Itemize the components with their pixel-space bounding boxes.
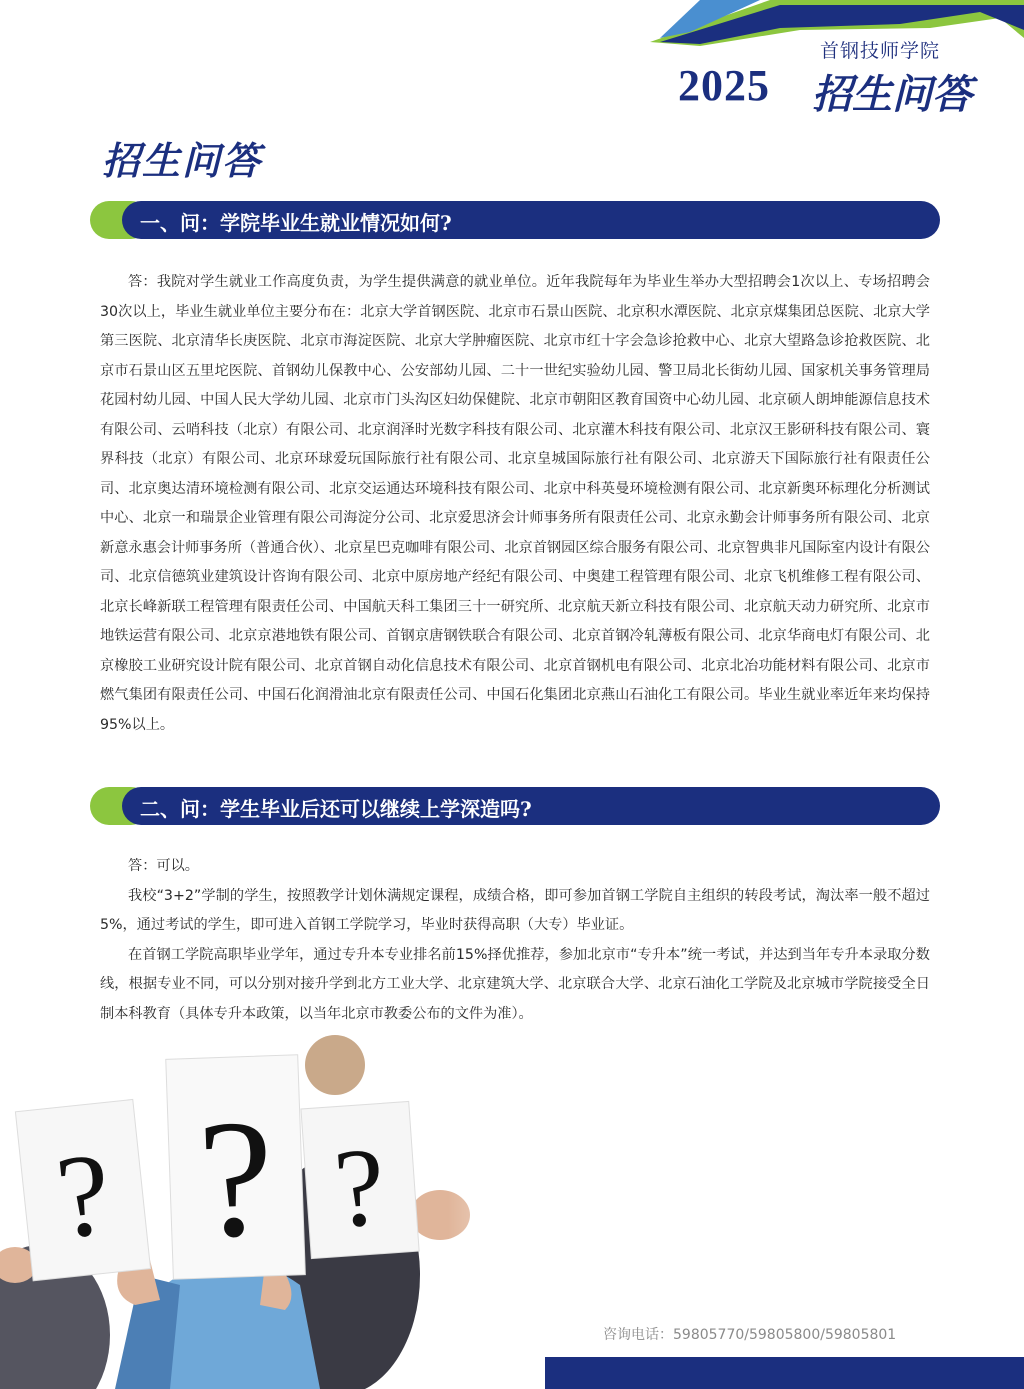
question-title-2: 二、问：学生毕业后还可以继续上学深造吗? — [140, 797, 532, 821]
question-bar-1 — [90, 201, 940, 239]
answer-block-2 — [100, 852, 930, 1029]
question-bar-2 — [90, 787, 940, 825]
contact-phone: 咨询电话：59805770/59805800/59805801 — [603, 1327, 897, 1343]
answer-paragraph: 答：可以。 — [128, 858, 199, 874]
answer-block-1 — [100, 268, 930, 740]
question-title-1: 一、问：学院毕业生就业情况如何? — [140, 211, 452, 235]
school-name: 首钢技师学院 — [820, 40, 941, 62]
question-mark-photo — [0, 1035, 560, 1389]
page-title: 招生问答 — [102, 138, 263, 183]
banner-year: 2025 — [678, 61, 770, 110]
answer-paragraph: 答：我院对学生就业工作高度负责，为学生提供满意的就业单位。近年我院每年为毕业生举办大型招聘会1次以上、专场招聘会30次以上，毕业生就业单位主要分布在：北京大学首钢医院、北京市石景山医院、北京积水潭医院、北京京煤集团总医院、北京大学第三医院、北京清华长庚医院、北京市海淀医院、北京大学肿瘤医院、北京市红十字会急诊抢救中心、北京大望路急诊抢救医院、北京市石景山区五里坨医院、首钢幼儿保教中心、公安部幼儿园、二十一世纪实验幼儿园、警卫局北长街幼儿园、国家机关事务管理局花园村幼儿园、中国人民大学幼儿园、北京市门头沟区妇幼保健院、北京市朝阳区教育国资中心幼儿园、北京硕人朗坤能源信息技术有限公司、云哨科技（北京）有限公司、北京润泽时光数字科技有限公司、北京灌木科技有限公司、北京汉王影研科技有限公司、寰界科技（北京）有限公司、北京环球爱玩国际旅行社有限公司、北京皇城国际旅行社有限公司、北京游天下国际旅行社有限责任公司、北京奥达清环境检测有限公司、北京交运通达环境科技有限公司、北京中科英曼环境检测有限公司、北京新奥环标理化分析测试中心、北京一和瑞景企业管理有限公司海淀分公司、北京爱思济会计师事务所有限责任公司、北京永勤会计师事务所有限公司、北京新意永惠会计师事务所（普通合伙）、北京星巴克咖啡有限公司、北京首钢园区综合服务有限公司、北京智典非凡国际室内设计有限公司、北京信德筑业建筑设计咨询有限公司、北京中原房地产经纪有限公司、中奥建工程管理有限公司、北京飞机维修工程有限公司、北京长峰新联工程管理有限责任公司、中国航天科工集团三十一研究所、北京航天新立科技有限公司、北京航天动力研究所、北京市地铁运营有限公司、北京京港地铁有限公司、首钢京唐钢铁联合有限公司、北京首钢冷轧薄板有限公司、北京华商电灯有限公司、北京橡胶工业研究设计院有限公司、北京首钢自动化信息技术有限公司、北京首钢机电有限公司、北京北冶功能材料有限公司、北京市燃气集团有限责任公司、中国石化润滑油北京有限责任公司、中国石化集团北京燕山石油化工有限公司。毕业生就业率近年来均保持95%以上。 — [100, 274, 930, 733]
answer-paragraph: 在首钢工学院高职毕业学年，通过专升本专业排名前15%择优推荐，参加北京市“专升本”统一考试，并达到当年专升本录取分数线，根据专业不同，可以分别对接升学到北方工业大学、北京建筑大学、北京联合大学、北京石油化工学院及北京城市学院接受全日制本科教育（具体专升本政策，以当年北京市教委公布的文件为准）。 — [100, 946, 930, 1022]
banner-title: 招生问答 — [812, 71, 972, 118]
answer-paragraph: 我校“3+2”学制的学生，按照教学计划休满规定课程，成绩合格，即可参加首钢工学院自主组织的转段考试，淘汰率一般不超过5%，通过考试的学生，即可进入首钢工学院学习，毕业时获得高职（大专）毕业证。 — [100, 887, 930, 933]
footer-band — [545, 1357, 1024, 1389]
